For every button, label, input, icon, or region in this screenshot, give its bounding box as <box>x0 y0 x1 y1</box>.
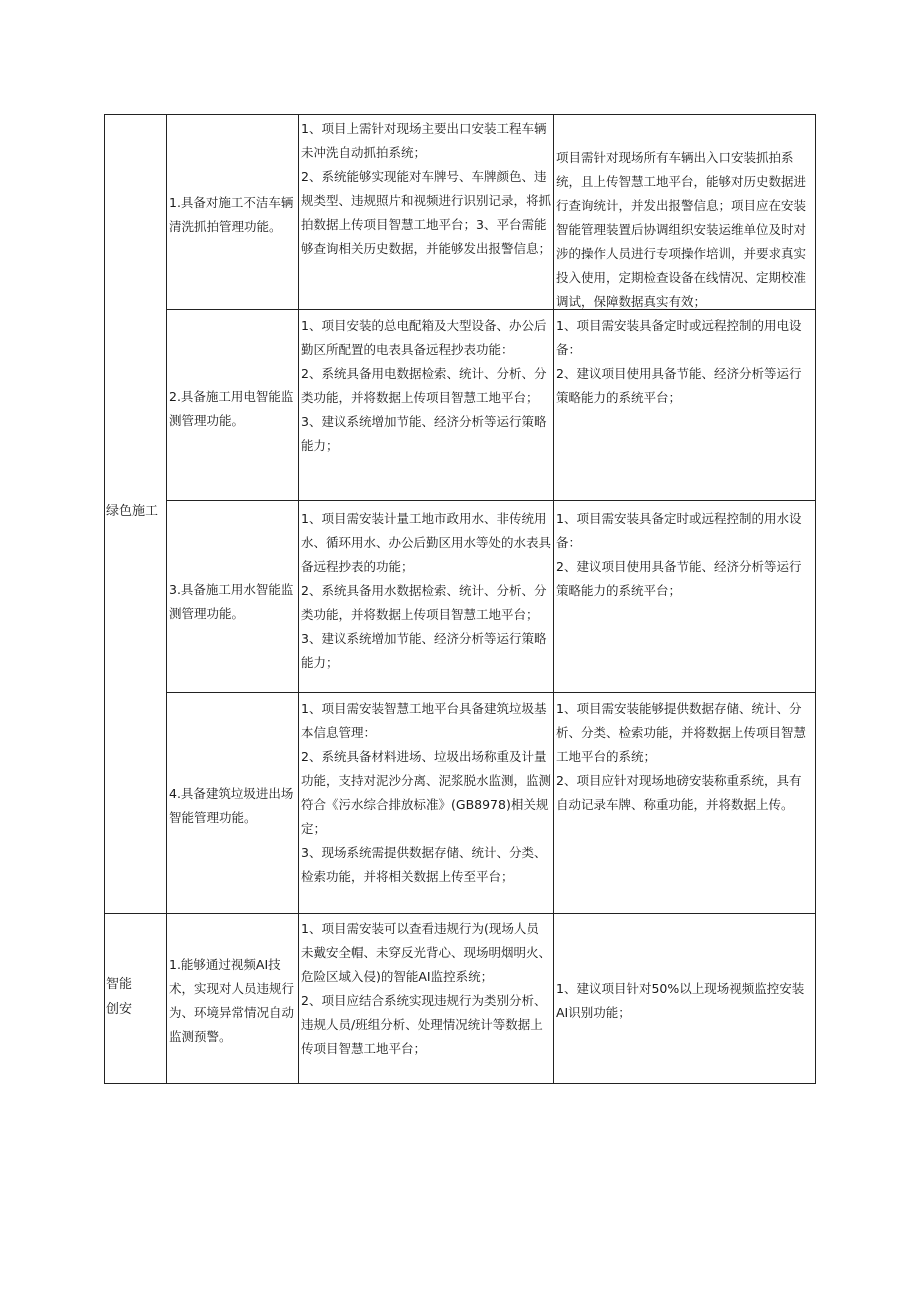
row-4-notes: 1、项目需安装能够提供数据存储、统计、分析、分类、检索功能，并将数据上传项目智慧工地平台的系统； 2、项目应针对现场地磅安装称重系统，具有自动记录车牌、称重功能，并将数据上传。 <box>556 701 807 812</box>
row-2-requirements: 1、项目安装的总电配箱及大型设备、办公后勤区所配置的电表具备远程抄表功能： 2、系统具备用电数据检索、统计、分析、分类功能，并将数据上传项目智慧工地平台； 3、建议系统增加节能、经济分析等运行策略能力； <box>301 318 547 453</box>
row-1-notes: 项目需针对现场所有车辆出入口安装抓拍系统，且上传智慧工地平台，能够对历史数据进行查询统计，并发出报警信息；项目应在安装智能管理装置后协调组织安装运维单位及时对涉的操作人员进行专项操作培训，并要求真实投入使用，定期检查设备在线情况、定期校准调试，保障数据真实有效； <box>556 150 807 309</box>
row-1-requirements: 1、项目上需针对现场主要出口安装工程车辆未冲洗自动抓拍系统； 2、系统能够实现能对车牌号、车牌颜色、违规类型、违规照片和视频进行识别记录，将抓拍数据上传项目智慧工地平台；3、平台需能够查询相关历史数据，并能够发出报警信息； <box>301 121 552 256</box>
row-5-item: 1.能够通过视频AI技术，实现对人员违规行为、环境异常情况自动监测预警。 <box>169 957 295 1044</box>
section-divider <box>105 913 815 914</box>
row-2-item: 2.具备施工用电智能监测管理功能。 <box>169 389 294 428</box>
row-divider-2 <box>166 500 815 501</box>
row-1-item: 1.具备对施工不洁车辆清洗抓拍管理功能。 <box>169 195 294 234</box>
row-5-requirements: 1、项目需安装可以查看违规行为(现场人员未戴安全帽、未穿反光背心、现场明烟明火、危险区域入侵)的智能AI监控系统； 2、项目应结合系统实现违规行为类别分析、违规人员/班组分析、处理情况统计等数据上传项目智慧工地平台； <box>301 921 552 1056</box>
row-divider-3 <box>166 692 815 693</box>
row-3-item: 3.具备施工用水智能监测管理功能。 <box>169 582 294 621</box>
category-green-construction: 绿色施工 <box>106 504 159 519</box>
row-4-item: 4.具备建筑垃圾进出场智能管理功能。 <box>169 786 294 825</box>
requirements-table <box>104 114 816 1084</box>
category-smart-safety: 智能 创安 <box>106 977 133 1017</box>
row-2-notes: 1、项目需安装具备定时或远程控制的用电设备： 2、建议项目使用具备节能、经济分析等运行策略能力的系统平台； <box>556 318 802 405</box>
row-3-requirements: 1、项目需安装计量工地市政用水、非传统用水、循环用水、办公后勤区用水等处的水表具备远程抄表的功能； 2、系统具备用水数据检索、统计、分析、分类功能，并将数据上传项目智慧工地平台； 3、建议系统增加节能、经济分析等运行策略能力； <box>301 511 552 670</box>
row-4-requirements: 1、项目需安装智慧工地平台具备建筑垃圾基本信息管理： 2、系统具备材料进场、垃圾出场称重及计量功能，支持对泥沙分离、泥浆脱水监测，监测符合《污水综合排放标准》(GB8978)相关规定； 3、现场系统需提供数据存储、统计、分类、检索功能，并将相关数据上传至平台； <box>301 701 552 884</box>
row-3-notes: 1、项目需安装具备定时或远程控制的用水设备： 2、建议项目使用具备节能、经济分析等运行策略能力的系统平台； <box>556 511 802 598</box>
row-5-notes: 1、建议项目针对50%以上现场视频监控安装AI识别功能； <box>556 981 805 1020</box>
